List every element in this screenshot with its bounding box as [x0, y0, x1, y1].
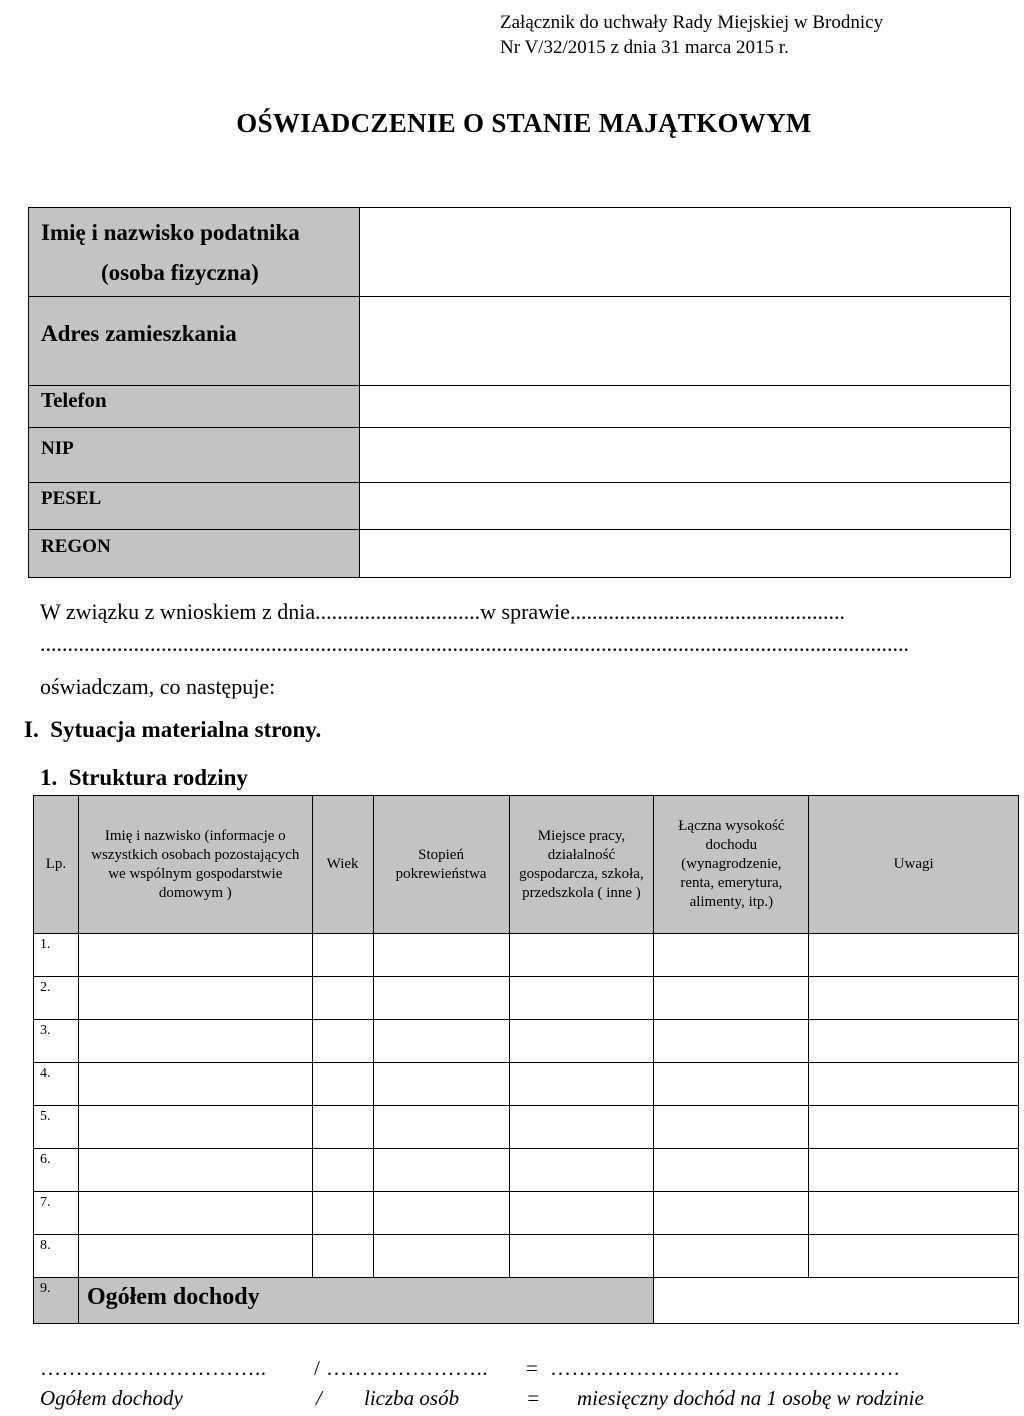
col-header-name: Imię i nazwisko (informacje o wszystkich osobach pozostających we wspólnym gospodarstwie domowym ) [78, 796, 312, 934]
name-cell[interactable] [78, 934, 312, 977]
pesel-label: PESEL [29, 483, 360, 530]
table-row [34, 1149, 1019, 1192]
relation-cell[interactable] [373, 934, 509, 977]
workplace-cell[interactable] [509, 1063, 654, 1106]
header-note-line1: Załącznik do uchwały Rady Miejskiej w Brodnicy [500, 12, 884, 33]
address-field[interactable] [360, 297, 1011, 386]
name-label: Imię i nazwisko podatnika (osoba fizyczna) [29, 208, 360, 297]
income-formula [40, 1356, 1000, 1382]
name-field[interactable] [360, 208, 1011, 297]
income-formula-labels [40, 1386, 1000, 1414]
age-cell[interactable] [312, 934, 373, 977]
relation-cell[interactable] [373, 1020, 509, 1063]
date-dots[interactable]: .............................. [315, 599, 481, 624]
row-number: 8. [34, 1235, 79, 1278]
workplace-cell[interactable] [509, 934, 654, 977]
income-cell[interactable] [654, 1020, 809, 1063]
income-cell[interactable] [654, 1235, 809, 1278]
name-cell[interactable] [78, 1149, 312, 1192]
formula-label-equals: = [526, 1386, 541, 1410]
age-cell[interactable] [312, 977, 373, 1020]
notes-cell[interactable] [809, 1063, 1019, 1106]
income-cell[interactable] [654, 1106, 809, 1149]
section-heading: I. Sytuacja materialna strony. [24, 717, 322, 742]
statement-text-1: W związku z wnioskiem z dnia [40, 599, 316, 624]
table-row [34, 1106, 1019, 1149]
income-cell[interactable] [654, 1192, 809, 1235]
name-cell[interactable] [78, 977, 312, 1020]
relation-cell[interactable] [373, 1063, 509, 1106]
notes-cell[interactable] [809, 1192, 1019, 1235]
col-header-notes: Uwagi [809, 796, 1019, 934]
notes-cell[interactable] [809, 1149, 1019, 1192]
row-number: 6. [34, 1149, 79, 1192]
workplace-cell[interactable] [509, 1235, 654, 1278]
row-number: 4. [34, 1063, 79, 1106]
row-number: 3. [34, 1020, 79, 1063]
total-row [34, 1278, 1019, 1324]
age-cell[interactable] [312, 1235, 373, 1278]
income-cell[interactable] [654, 1149, 809, 1192]
name-cell[interactable] [78, 1020, 312, 1063]
notes-cell[interactable] [809, 1235, 1019, 1278]
header-note-line2: Nr V/32/2015 z dnia 31 marca 2015 r. [500, 37, 789, 58]
row-number: 7. [34, 1192, 79, 1235]
regon-label: REGON [29, 530, 360, 578]
total-income-dots[interactable]: ………………………….. [40, 1356, 267, 1380]
regon-field[interactable] [360, 530, 1011, 578]
workplace-cell[interactable] [509, 1020, 654, 1063]
income-cell[interactable] [654, 1063, 809, 1106]
statement-text-2: w sprawie [480, 599, 570, 624]
formula-label-slash: / [316, 1386, 322, 1410]
table-row [34, 1192, 1019, 1235]
workplace-cell[interactable] [509, 1149, 654, 1192]
row-number: 1. [34, 934, 79, 977]
subsection-heading: 1. Struktura rodziny [40, 765, 248, 790]
statement-line [40, 599, 845, 625]
age-cell[interactable] [312, 1020, 373, 1063]
workplace-cell[interactable] [509, 1106, 654, 1149]
formula-equals: = [526, 1356, 539, 1380]
notes-cell[interactable] [809, 1106, 1019, 1149]
formula-label-total: Ogółem dochody [40, 1386, 183, 1410]
persons-count-dots[interactable]: ………………….. [326, 1356, 488, 1380]
col-header-age: Wiek [312, 796, 373, 934]
document-title: OŚWIADCZENIE O STANIE MAJĄTKOWYM [236, 108, 812, 138]
statement-dots-line[interactable]: .............................................................................................................................................................. [40, 631, 909, 656]
phone-label: Telefon [29, 386, 360, 428]
pesel-field[interactable] [360, 483, 1011, 530]
age-cell[interactable] [312, 1149, 373, 1192]
formula-slash: / [314, 1356, 321, 1380]
address-label: Adres zamieszkania [29, 297, 360, 386]
relation-cell[interactable] [373, 1106, 509, 1149]
income-cell[interactable] [654, 977, 809, 1020]
row-number: 9. [34, 1278, 79, 1324]
total-income-label: Ogółem dochody [78, 1278, 653, 1324]
age-cell[interactable] [312, 1106, 373, 1149]
phone-field[interactable] [360, 386, 1011, 428]
personal-data-table [28, 207, 1011, 578]
name-cell[interactable] [78, 1106, 312, 1149]
statement-closing: oświadczam, co następuje: [40, 674, 276, 699]
nip-label: NIP [29, 428, 360, 483]
notes-cell[interactable] [809, 934, 1019, 977]
relation-cell[interactable] [373, 977, 509, 1020]
formula-label-persons: liczba osób [364, 1386, 460, 1410]
col-header-income: Łączna wysokość dochodu (wynagrodzenie, renta, emerytura, alimenty, itp.) [654, 796, 809, 934]
table-row [34, 977, 1019, 1020]
income-cell[interactable] [654, 934, 809, 977]
row-number: 2. [34, 977, 79, 1020]
relation-cell[interactable] [373, 1235, 509, 1278]
per-person-income-dots[interactable]: …………………………………………. [550, 1356, 900, 1380]
total-income-field[interactable] [654, 1278, 1019, 1324]
nip-field[interactable] [360, 428, 1011, 483]
workplace-cell[interactable] [509, 977, 654, 1020]
table-row [34, 1020, 1019, 1063]
matter-dots[interactable]: .................................................. [569, 599, 845, 624]
table-row [34, 1063, 1019, 1106]
family-structure-table [33, 795, 1019, 1324]
table-row [34, 934, 1019, 977]
row-number: 5. [34, 1106, 79, 1149]
formula-label-result: miesięczny dochód na 1 osobę w rodzinie [577, 1386, 924, 1410]
name-cell[interactable] [78, 1192, 312, 1235]
name-cell[interactable] [78, 1063, 312, 1106]
notes-cell[interactable] [809, 977, 1019, 1020]
col-header-lp: Lp. [34, 796, 79, 934]
table-row [34, 1235, 1019, 1278]
workplace-cell[interactable] [509, 1192, 654, 1235]
notes-cell[interactable] [809, 1020, 1019, 1063]
relation-cell[interactable] [373, 1149, 509, 1192]
col-header-workplace: Miejsce pracy, działalność gospodarcza, szkoła, przedszkola ( inne ) [509, 796, 654, 934]
relation-cell[interactable] [373, 1192, 509, 1235]
age-cell[interactable] [312, 1063, 373, 1106]
age-cell[interactable] [312, 1192, 373, 1235]
name-cell[interactable] [78, 1235, 312, 1278]
col-header-relation: Stopień pokrewieństwa [373, 796, 509, 934]
header-note [500, 10, 883, 60]
